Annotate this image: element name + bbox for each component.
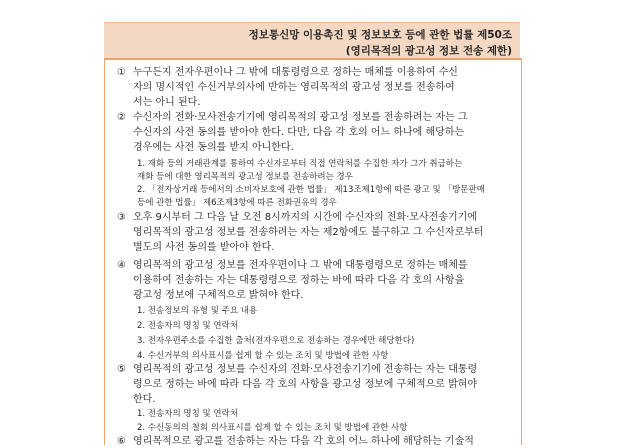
paragraph-number: ⑥ <box>117 436 126 447</box>
paragraph-line: 오후 9시부터 그 다음 날 오전 8시까지의 시간에 수신자의 전화·모사전송기기에 <box>133 212 477 223</box>
paragraph-line: 이용하여 전송하는 자는 대통령령으로 정하는 바에 따라 다음 각 호의 사항을 <box>133 275 465 286</box>
list-item: 2. 「전자상거래 등에서의 소비자보호에 관한 법률」 제13조제1항에 따른 광고 및 「방문판매 <box>137 185 485 195</box>
list-item: 4. 수신거부의 의사표시를 쉽게 할 수 있는 조치 및 방법에 관한 사항 <box>137 351 389 361</box>
law-title: 정보통신망 이용촉진 및 정보보호 등에 관한 법률 제50조 <box>248 29 512 41</box>
paragraph-line: 누구든지 전자우편이나 그 밖에 대통령령으로 정하는 매체를 이용하여 수신 <box>133 67 458 78</box>
paragraph-line: 광고성 정보에 구체적으로 밝혀야 한다. <box>133 290 304 301</box>
paragraph-number: ④ <box>117 260 126 271</box>
law-title-banner <box>104 22 520 59</box>
paragraph-line: 령으로 정하는 바에 따라 다음 각 호의 사항을 광고성 정보에 구체적으로 밝혀야 <box>133 379 478 390</box>
list-item: 2. 수신동의의 철회 의사표시를 쉽게 할 수 있는 조치 및 방법에 관한 사항 <box>137 423 408 433</box>
list-item: 재화 등에 대한 영리목적의 광고성 정보를 전송하려는 경우 <box>137 172 353 182</box>
paragraph-line: 수신자의 사전 동의를 받아야 한다. 다만, 다음 각 호의 어느 하나에 해당하는 <box>133 127 465 138</box>
paragraph-line: 영리목적으로 광고를 전송하는 자는 다음 각 호의 어느 하나에 해당하는 기술적 <box>133 436 474 447</box>
list-item: 1. 전송정보의 유형 및 주요 내용 <box>137 306 258 316</box>
paragraph-line: 영리목적의 광고성 정보를 전송하려는 자는 제2항에도 불구하고 그 수신자로부터 <box>133 227 484 238</box>
list-item: 1. 재화 등의 거래관계를 통하여 수신자로부터 직접 연락처를 수집한 자가 그가 취급하는 <box>137 159 463 169</box>
paragraph-line: 경우에는 사전 동의를 받지 아니한다. <box>133 142 294 153</box>
list-item: 2. 전송자의 명칭 및 연락처 <box>137 321 239 331</box>
paragraph-line: 한다. <box>133 394 156 405</box>
paragraph-number: ② <box>117 112 126 123</box>
paragraph-number: ⑤ <box>117 364 126 375</box>
list-item: 1. 전송자의 명칭 및 연락처 <box>137 409 239 419</box>
paragraph-number: ③ <box>117 212 126 223</box>
paragraph-line: 영리목적의 광고성 정보를 수신자의 전화·모사전송기기에 전송하는 자는 대통령 <box>133 364 478 375</box>
list-item: 3. 전자우편주소를 수집한 출처(전자우편으로 전송하는 경우에만 해당한다) <box>137 336 415 346</box>
list-item: 등에 관한 법률」 제6조제3항에 따른 전화권유의 경우 <box>137 198 337 208</box>
paragraph-line: 영리목적의 광고성 정보를 전자우편이나 그 밖에 대통령령으로 정하는 매체를 <box>133 260 468 271</box>
paragraph-line: 서는 아니 된다. <box>133 97 201 108</box>
paragraph-line: 별도의 사전 동의를 받아야 한다. <box>133 242 275 253</box>
paragraph-number: ① <box>117 67 126 78</box>
law-subtitle: (영리목적의 광고성 정보 전송 제한) <box>345 45 512 57</box>
paragraph-line: 수신자의 전화·모사전송기기에 영리목적의 광고성 정보를 전송하려는 자는 그 <box>133 112 468 123</box>
paragraph-line: 자의 명시적인 수신거부의사에 반하는 영리목적의 광고성 정보를 전송하여 <box>133 82 455 93</box>
